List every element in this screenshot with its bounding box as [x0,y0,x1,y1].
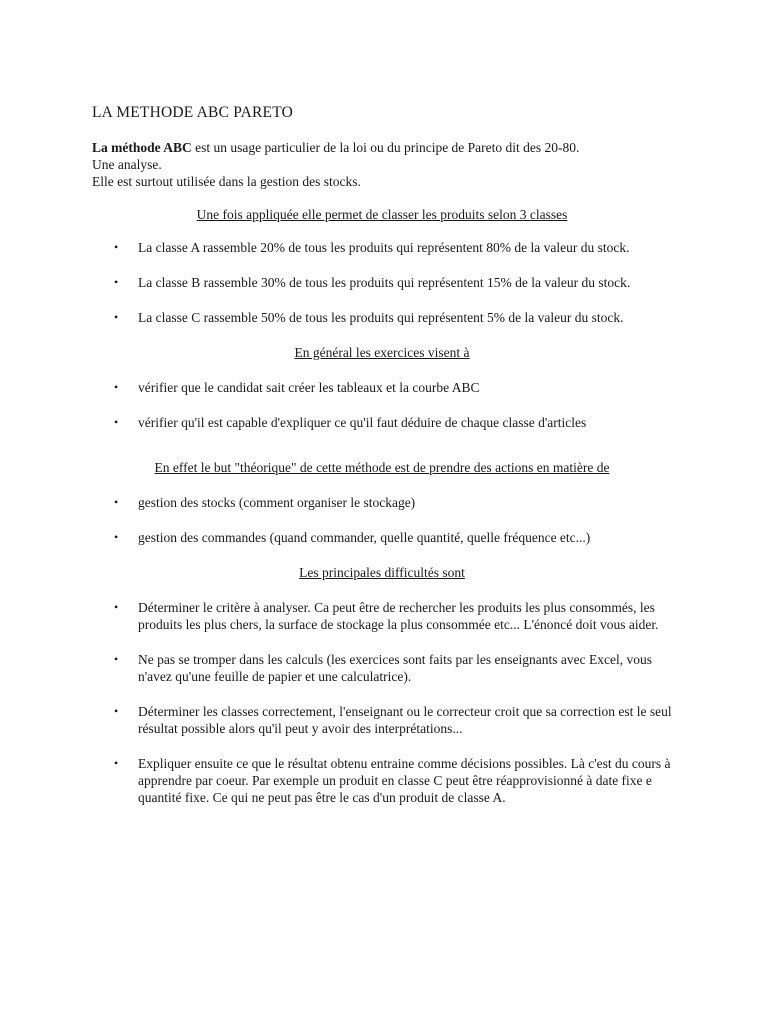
section-difficultes [92,564,672,806]
section-but [92,459,672,546]
document-page [92,104,672,824]
list-item [92,703,672,737]
list-item-text: Déterminer le critère à analyser. Ca peut être de rechercher les produits les plus consommés, les produits les plus chers, la surface de stockage la plus consommée etc... L'énoncé doit vous aider. [138,600,659,632]
list-item [92,651,672,685]
section-heading-difficultes: Les principales difficultés sont [299,565,465,580]
exercices-list [92,379,672,431]
document-title: LA METHODE ABC PARETO [92,104,293,121]
bullet-icon: • [114,530,119,544]
section-exercices [92,344,672,431]
list-item [92,599,672,633]
list-item [92,274,672,291]
classes-list [92,239,672,326]
list-item [92,309,672,326]
bullet-icon: • [114,495,119,509]
bullet-icon: • [114,652,119,666]
list-item-text: gestion des stocks (comment organiser le stockage) [138,495,416,510]
list-item-text: Déterminer les classes correctement, l'enseignant ou le correcteur croit que sa correction est le seul résultat possible alors qu'il peut y avoir des interprétations... [138,704,672,736]
list-item [92,414,672,431]
list-item-text: gestion des commandes (quand commander, quelle quantité, quelle fréquence etc...) [138,530,591,545]
list-item-text: La classe B rassemble 30% de tous les produits qui représentent 15% de la valeur du stock. [138,275,631,290]
section-heading-but: En effet le but "théorique" de cette méthode est de prendre des actions en matière de [154,460,610,475]
intro-paragraph [92,139,672,190]
bullet-icon: • [114,600,119,614]
but-list [92,494,672,546]
bullet-icon: • [114,704,119,718]
bullet-icon: • [114,310,119,324]
bullet-icon: • [114,415,119,429]
list-item [92,494,672,511]
intro-line-1-rest: est un usage particulier de la loi ou du principe de Pareto dit des 20-80. [191,140,580,155]
intro-bold-lead: La méthode ABC [92,140,192,155]
intro-line-3: Elle est surtout utilisée dans la gestion des stocks. [92,174,361,189]
list-item [92,239,672,256]
section-heading-exercices: En général les exercices visent à [294,345,470,360]
intro-line-1 [92,139,672,156]
bullet-icon: • [114,240,119,254]
list-item-text: vérifier qu'il est capable d'expliquer ce qu'il faut déduire de chaque classe d'articles [138,415,587,430]
section-heading-classes: Une fois appliquée elle permet de classer les produits selon 3 classes [196,207,568,222]
section-classes [92,206,672,326]
list-item-text: Expliquer ensuite ce que le résultat obtenu entraine comme décisions possibles. Là c'est du cours à apprendre par coeur. Par exemple un produit en classe C peut être réapprovisionné à date fixe e quantité fixe. Ce qui ne peut pas être le cas d'un produit de classe A. [138,756,671,805]
intro-line-2: Une analyse. [92,157,162,172]
list-item [92,755,672,806]
difficultes-list [92,599,672,806]
list-item-text: Ne pas se tromper dans les calculs (les exercices sont faits par les enseignants avec Excel, vous n'avez qu'une feuille de papier et une calculatrice). [138,652,652,684]
bullet-icon: • [114,275,119,289]
list-item [92,529,672,546]
bullet-icon: • [114,380,119,394]
list-item [92,379,672,396]
list-item-text: La classe C rassemble 50% de tous les produits qui représentent 5% de la valeur du stock. [138,310,624,325]
list-item-text: La classe A rassemble 20% de tous les produits qui représentent 80% de la valeur du stock. [138,240,630,255]
list-item-text: vérifier que le candidat sait créer les tableaux et la courbe ABC [138,380,480,395]
bullet-icon: • [114,756,119,770]
